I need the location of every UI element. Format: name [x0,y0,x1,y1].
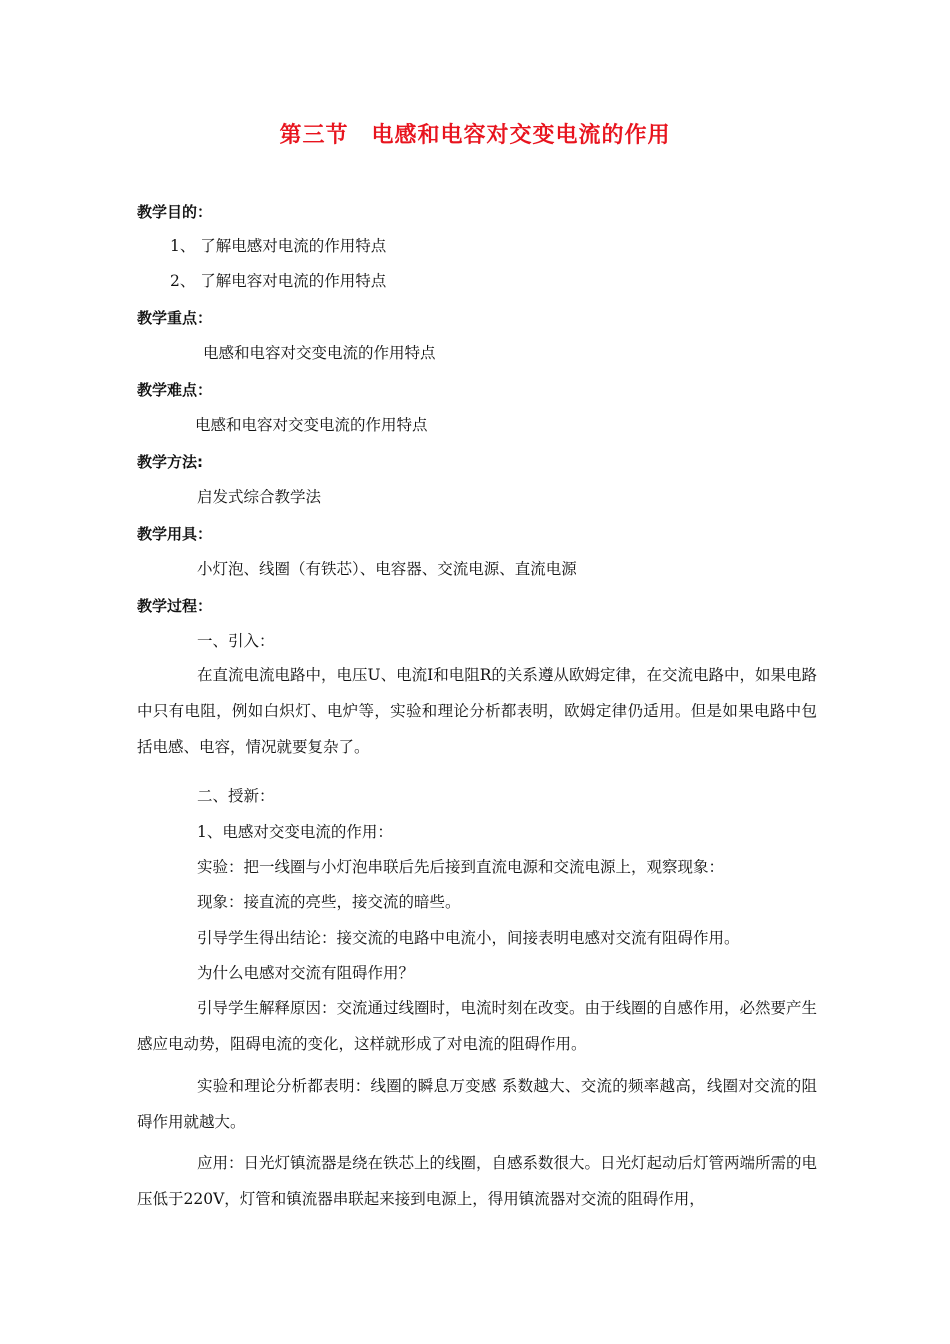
explanation-paragraph: 引导学生解释原因：交流通过线圈时，电流时刻在改变。由于线圈的自感作用，必然要产生感应电动势，阻碍电流的变化，这样就形成了对电流的阻碍作用。 [137,999,818,1053]
focus-heading: 教学重点： [137,309,213,327]
tools-heading: 教学用具： [137,525,213,543]
analysis-paragraph: 实验和理论分析都表明：线圈的瞬息万变感 系数越大、交流的频率越高，线圈对交流的阻碍作用就越大。 [137,1077,817,1131]
sub1-label: 1、电感对交变电流的作用： [197,823,393,841]
application-paragraph: 应用：日光灯镇流器是绕在铁芯上的线圈，自感系数很大。日光灯起动后灯管两端所需的电压低于220V，灯管和镇流器串联起来接到电源上，得用镇流器对交流的阻碍作用， [137,1154,818,1208]
purpose-item-2: 2、 了解电容对电流的作用特点 [170,272,387,290]
conclusion-text: 引导学生得出结论：接交流的电路中电流小，间接表明电感对交流有阻碍作用。 [197,929,740,947]
tools-text: 小灯泡、线圈（有铁芯）、电容器、交流电源、直流电源 [197,560,577,578]
difficulty-text: 电感和电容对交变电流的作用特点 [195,416,428,434]
process-heading: 教学过程： [137,597,213,615]
page-title: 第三节 电感和电容对交变电流的作用 [279,123,671,148]
purpose-heading: 教学目的： [137,203,213,221]
question-text: 为什么电感对交流有阻碍作用？ [197,964,415,982]
difficulty-heading: 教学难点： [137,381,213,399]
new-label: 二、授新： [197,787,275,805]
intro-label: 一、引入： [197,632,275,650]
method-text: 启发式综合教学法 [197,488,322,506]
focus-text: 电感和电容对交变电流的作用特点 [203,344,436,362]
phenomenon-text: 现象：接直流的亮些，接交流的暗些。 [197,893,461,911]
experiment-text: 实验：把一线圈与小灯泡串联后先后接到直流电源和交流电源上，观察现象： [197,858,725,876]
intro-paragraph: 在直流电流电路中，电压U、电流I和电阻R的关系遵从欧姆定律，在交流电路中，如果电路中只有电阻，例如白炽灯、电炉等，实验和理论分析都表明，欧姆定律仍适用。但是如果电路中包括电感、电容，情况就要复杂了。 [137,666,817,756]
method-heading: 教学方法: [137,453,203,471]
purpose-item-1: 1、 了解电感对电流的作用特点 [170,237,387,255]
